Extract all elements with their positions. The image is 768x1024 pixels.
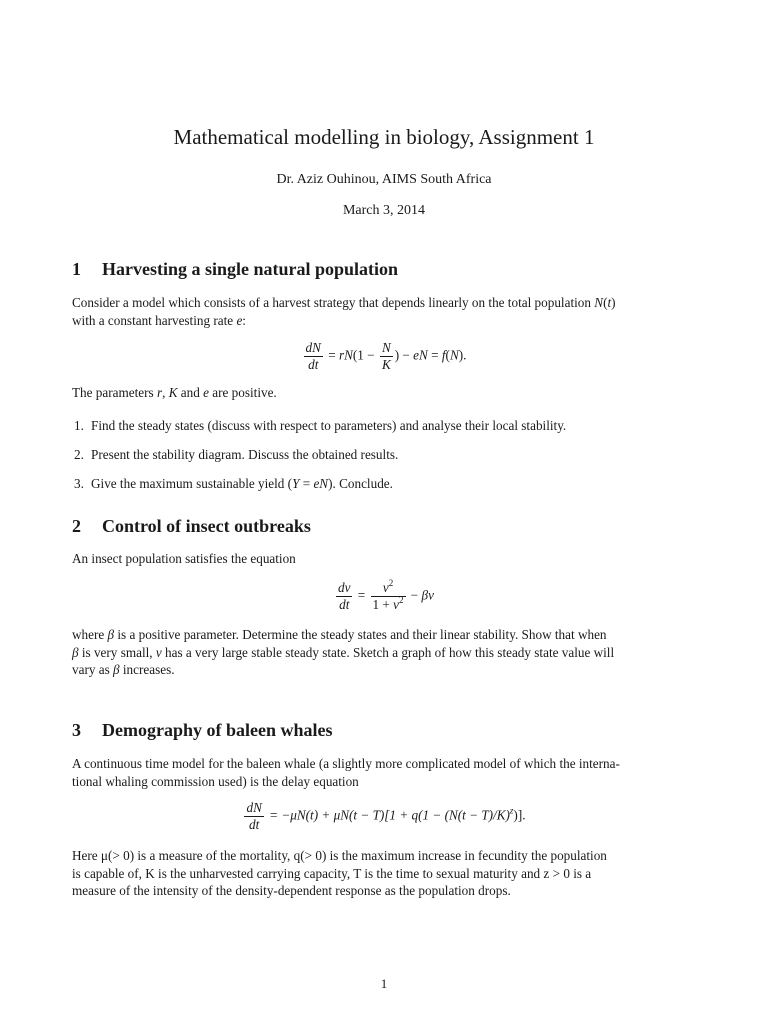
- section-3-heading: [72, 719, 333, 741]
- derivative-fraction: $\frac{dN}{dt}$: [246, 800, 262, 832]
- section-2-intro: An insect population satisfies the equation: [72, 551, 296, 566]
- section-1-task-list: [72, 417, 696, 504]
- date-line: March 3, 2014: [342, 203, 426, 218]
- list-item: 2. Present the stability diagram. Discuss the obtained results.: [74, 447, 399, 462]
- section-1-intro: Consider a model which consists of a harvest strategy that depends linearly on the total population N(t) with a constant harvesting rate e:: [72, 295, 616, 328]
- section-1-heading: [72, 258, 398, 280]
- section-number: 1: [72, 259, 81, 279]
- saturation-fraction: $\frac{v^2}{1 + v^2}$: [372, 578, 404, 612]
- document-title: Mathematical modelling in biology, Assignment 1: [173, 125, 595, 149]
- derivative-fraction: $\frac{dv}{dt}$: [338, 580, 351, 612]
- document-page: [72, 0, 696, 1024]
- author-line: Dr. Aziz Ouhinou, AIMS South Africa: [276, 172, 492, 187]
- page-number: 1: [380, 976, 388, 991]
- carrying-capacity-fraction: $\frac{N}{K}$: [381, 340, 391, 372]
- section-number: 2: [72, 516, 81, 536]
- section-title: Control of insect outbreaks: [102, 516, 311, 536]
- section-title: Demography of baleen whales: [102, 720, 333, 740]
- section-3-body: Here μ(> 0) is a measure of the mortality, q(> 0) is the maximum increase in fecundity the population is capable of, K is the unharvested carrying capacity, T is the time to sexual maturity and z > 0 is a measure of the intensity of the density-dependent response as the population drops.: [72, 848, 607, 898]
- list-item: 1. Find the steady states (discuss with respect to parameters) and analyse their local stability.: [74, 418, 567, 433]
- equation-whale: $\frac{dN}{dt}$ = $-\mu N(t) + \mu N(t - T)[1 + q(1 - (N(t - T)/K)^z)]$.: [246, 800, 526, 832]
- list-item: 3. Give the maximum sustainable yield (Y = eN). Conclude.: [74, 476, 393, 491]
- section-2-body: where β is a positive parameter. Determine the steady states and their linear stability. Show that when β is very small, v has a very large stable steady state. Sketch a graph of how this steady state value will vary as β increases.: [72, 627, 615, 677]
- parameters-note: The parameters r, K and e are positive.: [72, 385, 277, 400]
- section-2-heading: [72, 515, 311, 537]
- section-number: 3: [72, 720, 81, 740]
- equation-harvest: $\frac{dN}{dt}$ = rN(1 − $\frac{N}{K}$ ) − eN = f(N).: [305, 340, 467, 372]
- derivative-fraction: $\frac{dN}{dt}$: [305, 340, 321, 372]
- section-3-intro: A continuous time model for the baleen whale (a slightly more complicated model of which the interna- tional whaling commission used) is the delay equation: [72, 756, 620, 789]
- section-title: Harvesting a single natural population: [102, 259, 399, 279]
- equation-insect: $\frac{dv}{dt}$ = $\frac{v^2}{1 + v^2}$ − βv: [338, 578, 434, 612]
